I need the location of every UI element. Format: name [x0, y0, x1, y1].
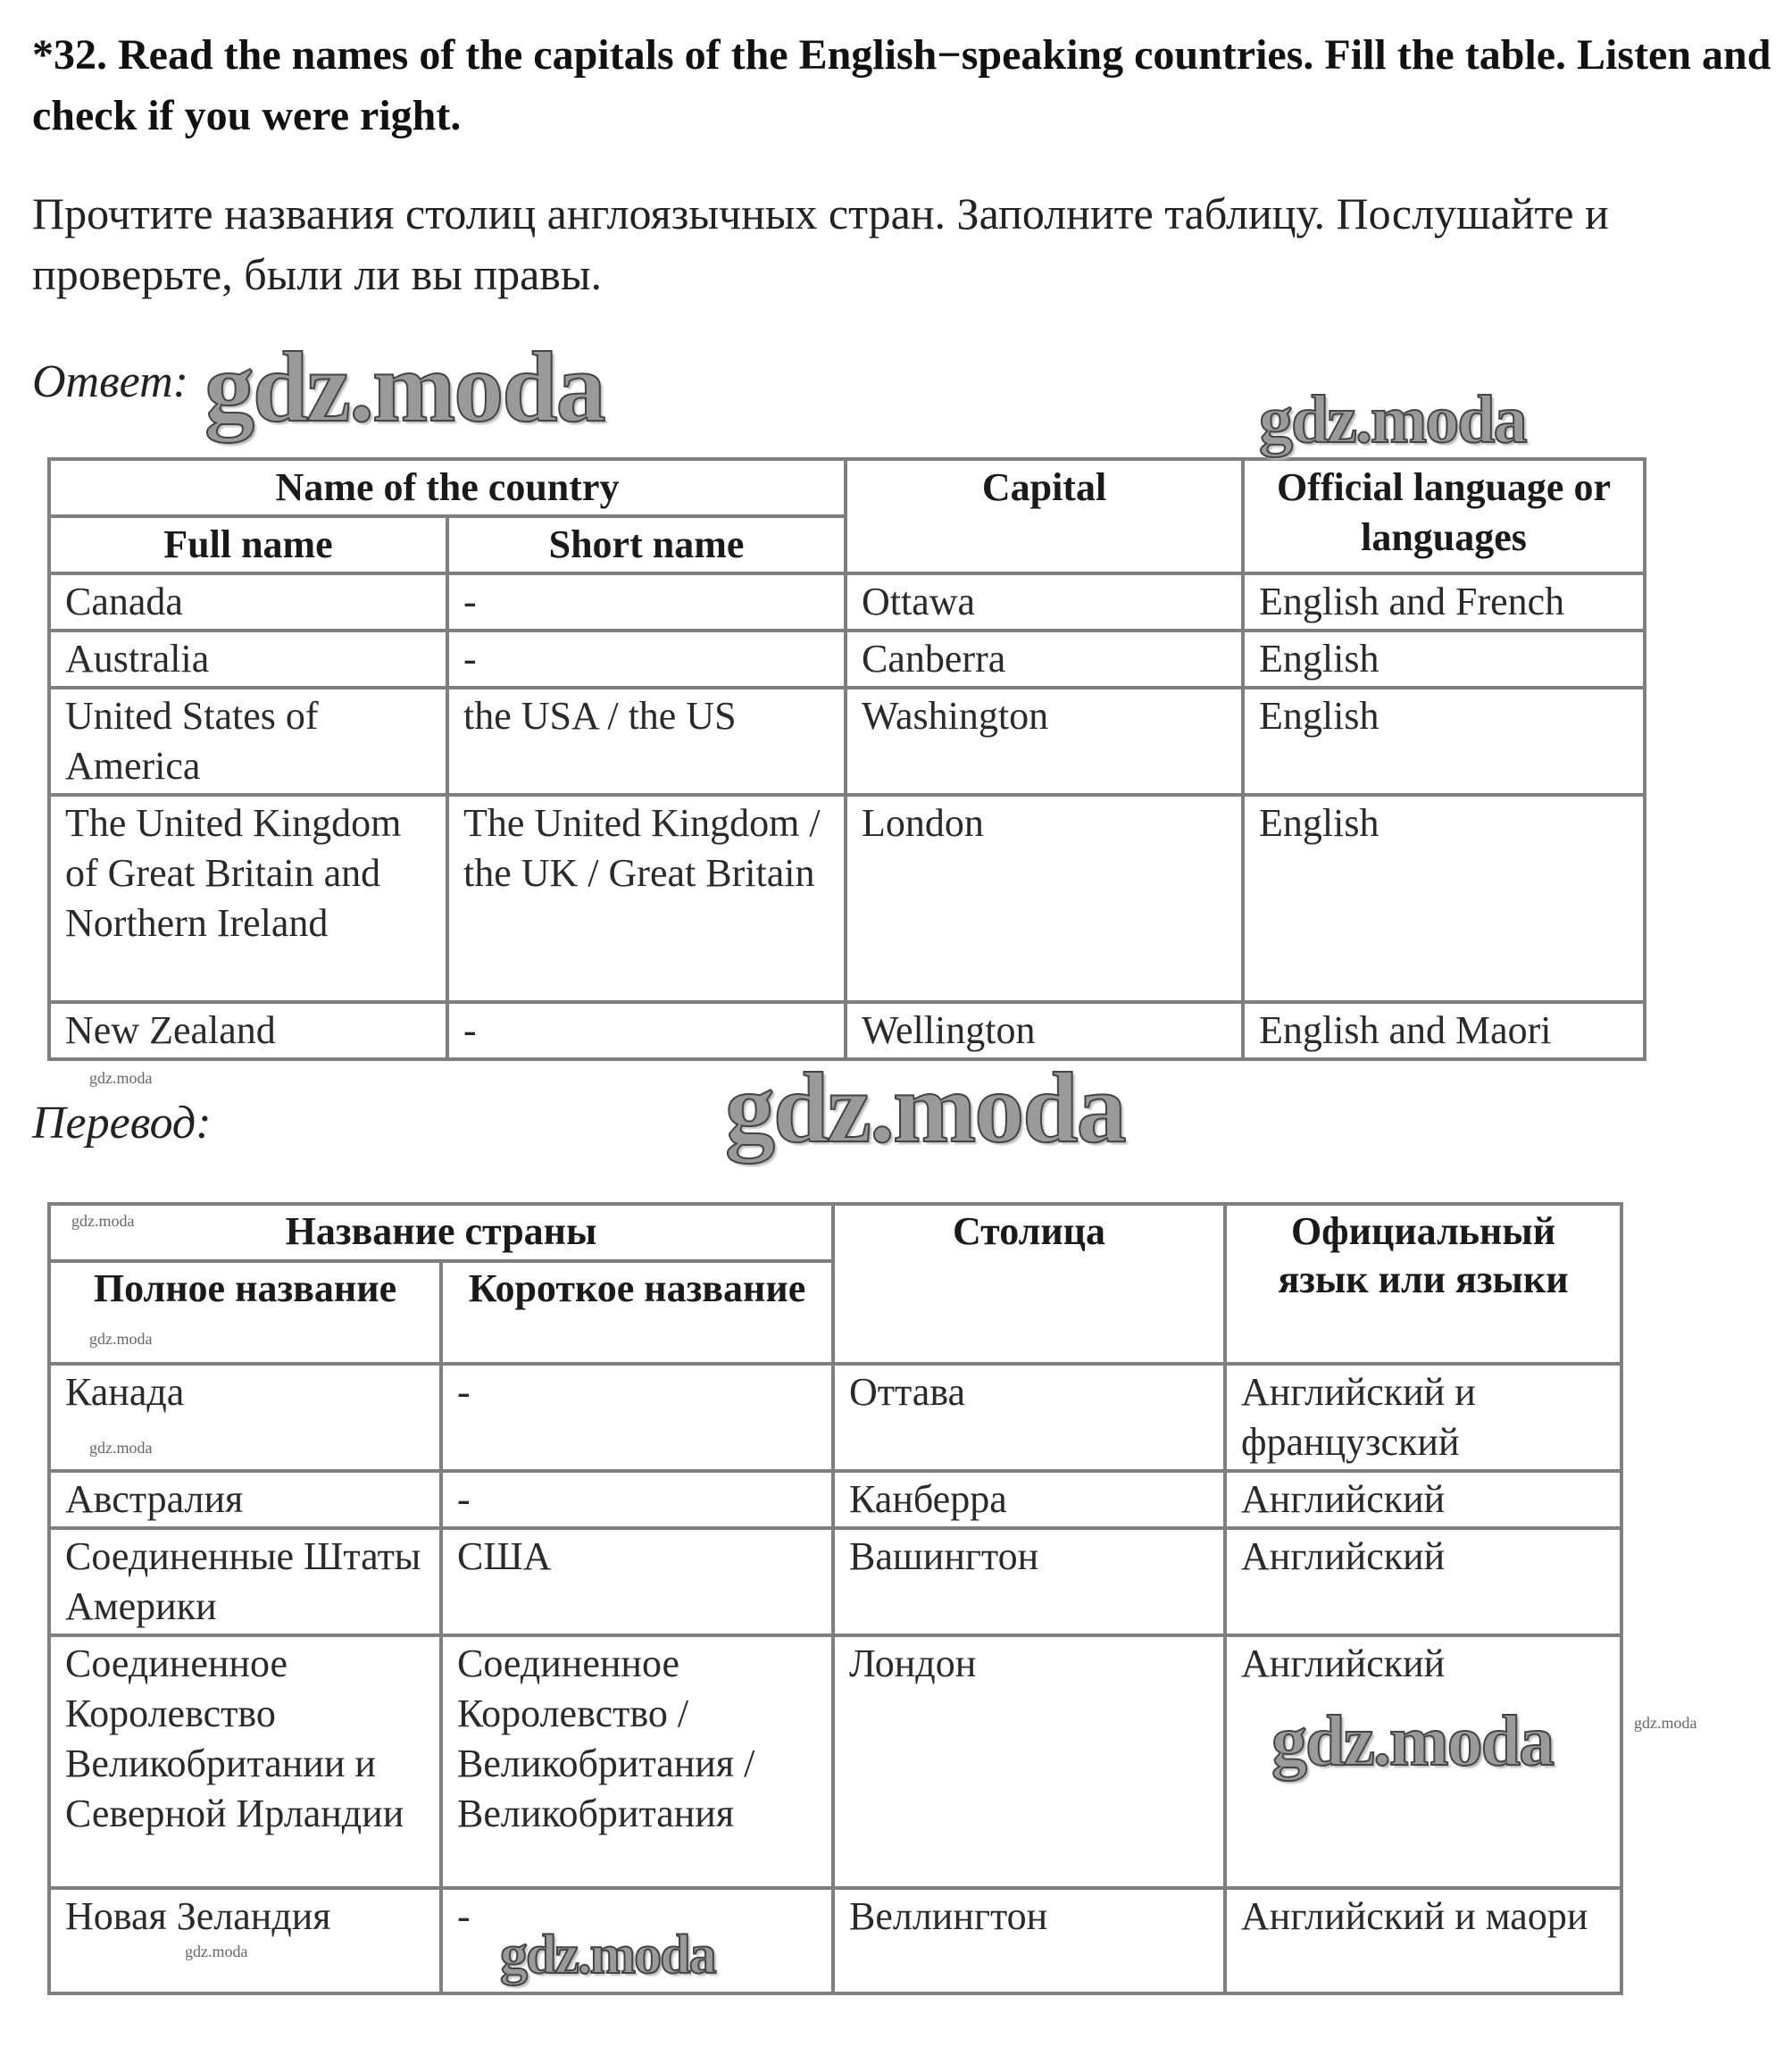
short-name-cell: the USA / the US: [447, 688, 846, 795]
short-name-cell: США: [441, 1528, 833, 1635]
header-row: [49, 1204, 1621, 1261]
capital-cell: Wellington: [846, 1002, 1243, 1059]
table-row: [49, 688, 1645, 795]
watermark-small: gdz.moda: [89, 1330, 153, 1348]
watermark: gdz.moda: [204, 332, 604, 443]
header-short-name: Короткое название: [441, 1261, 833, 1364]
header-country: Название страны: [49, 1204, 833, 1261]
full-name-cell: Соединенное Королевство Великобритании и Северной Ирландии: [49, 1635, 441, 1888]
table-row: [49, 1471, 1621, 1528]
short-name-cell: -: [441, 1471, 833, 1528]
answer-table-english: [47, 457, 1646, 1061]
short-name-cell: Соединенное Королевство / Великобритания / Великобритания: [441, 1635, 833, 1888]
short-name-cell: -: [441, 1364, 833, 1471]
short-name-cell: -: [447, 631, 846, 688]
table-row: [49, 795, 1645, 1002]
watermark: gdz.moda: [1259, 382, 1526, 457]
full-name-cell: Австралия: [49, 1471, 441, 1528]
capital-cell: Вашингтон: [833, 1528, 1225, 1635]
full-name-cell: United States of America: [49, 688, 447, 795]
language-cell: English: [1243, 631, 1645, 688]
header-language: Official language or languages: [1243, 459, 1645, 573]
language-cell: English and French: [1243, 573, 1645, 631]
translation-label: Перевод:: [32, 1098, 212, 1149]
header-full-name: Full name: [49, 516, 447, 573]
watermark-small: gdz.moda: [89, 1439, 153, 1457]
capital-cell: Веллингтон: [833, 1888, 1225, 1993]
table-row: [49, 573, 1645, 631]
full-name-cell: The United Kingdom of Great Britain and Northern Ireland: [49, 795, 447, 1002]
language-cell: Английский и французский: [1225, 1364, 1621, 1471]
language-cell: English: [1243, 795, 1645, 1002]
table-row: [49, 1528, 1621, 1635]
language-cell: English: [1243, 688, 1645, 795]
capital-cell: Оттава: [833, 1364, 1225, 1471]
task-title: *32. Read the names of the capitals of the English−speaking countries. Fill the table. Listen and check if you were right.: [32, 31, 1771, 139]
header-country: Name of the country: [49, 459, 846, 516]
answer-table-russian: [47, 1202, 1623, 1995]
watermark: gdz.moda: [725, 1053, 1125, 1164]
header-capital: Столица: [833, 1204, 1225, 1364]
header-capital: Capital: [846, 459, 1243, 573]
capital-cell: Washington: [846, 688, 1243, 795]
capital-cell: London: [846, 795, 1243, 1002]
short-name-cell: -: [447, 573, 846, 631]
full-name-cell: Новая Зеландия: [49, 1888, 441, 1993]
capital-cell: Canberra: [846, 631, 1243, 688]
full-name-cell: Australia: [49, 631, 447, 688]
watermark-small: gdz.moda: [1634, 1714, 1697, 1732]
full-name-cell: Соединенные Штаты Америки: [49, 1528, 441, 1635]
language-cell: English and Maori: [1243, 1002, 1645, 1059]
short-name-cell: -: [447, 1002, 846, 1059]
language-cell: Английский: [1225, 1528, 1621, 1635]
watermark-small: gdz.moda: [89, 1069, 153, 1087]
header-short-name: Short name: [447, 516, 846, 573]
capital-cell: Лондон: [833, 1635, 1225, 1888]
capital-cell: Канберра: [833, 1471, 1225, 1528]
table-row: [49, 631, 1645, 688]
answer-label: Ответ:: [32, 356, 188, 407]
language-cell: Английский и маори: [1225, 1888, 1621, 1993]
header-language: Официальный язык или языки: [1225, 1204, 1621, 1364]
table-row: [49, 1364, 1621, 1471]
table-row: [49, 1888, 1621, 1993]
language-cell: Английский: [1225, 1471, 1621, 1528]
header-row: [49, 459, 1645, 516]
full-name-cell: Canada: [49, 573, 447, 631]
task-translation: Прочтите названия столиц англоязычных стран. Заполните таблицу. Послушайте и проверьте, были ли вы правы.: [32, 188, 1609, 299]
header-full-name: Полное название: [49, 1261, 441, 1364]
watermark: gdz.moda: [500, 1925, 715, 1985]
full-name-cell: New Zealand: [49, 1002, 447, 1059]
short-name-cell: -: [441, 1888, 833, 1993]
short-name-cell: The United Kingdom / the UK / Great Britain: [447, 795, 846, 1002]
watermark: gdz.moda: [1271, 1702, 1554, 1781]
language-cell: Английский: [1225, 1635, 1621, 1888]
table-row: [49, 1002, 1645, 1059]
full-name-cell: Канада: [49, 1364, 441, 1471]
watermark-small: gdz.moda: [71, 1212, 135, 1230]
watermark-small: gdz.moda: [185, 1942, 248, 1960]
capital-cell: Ottawa: [846, 573, 1243, 631]
